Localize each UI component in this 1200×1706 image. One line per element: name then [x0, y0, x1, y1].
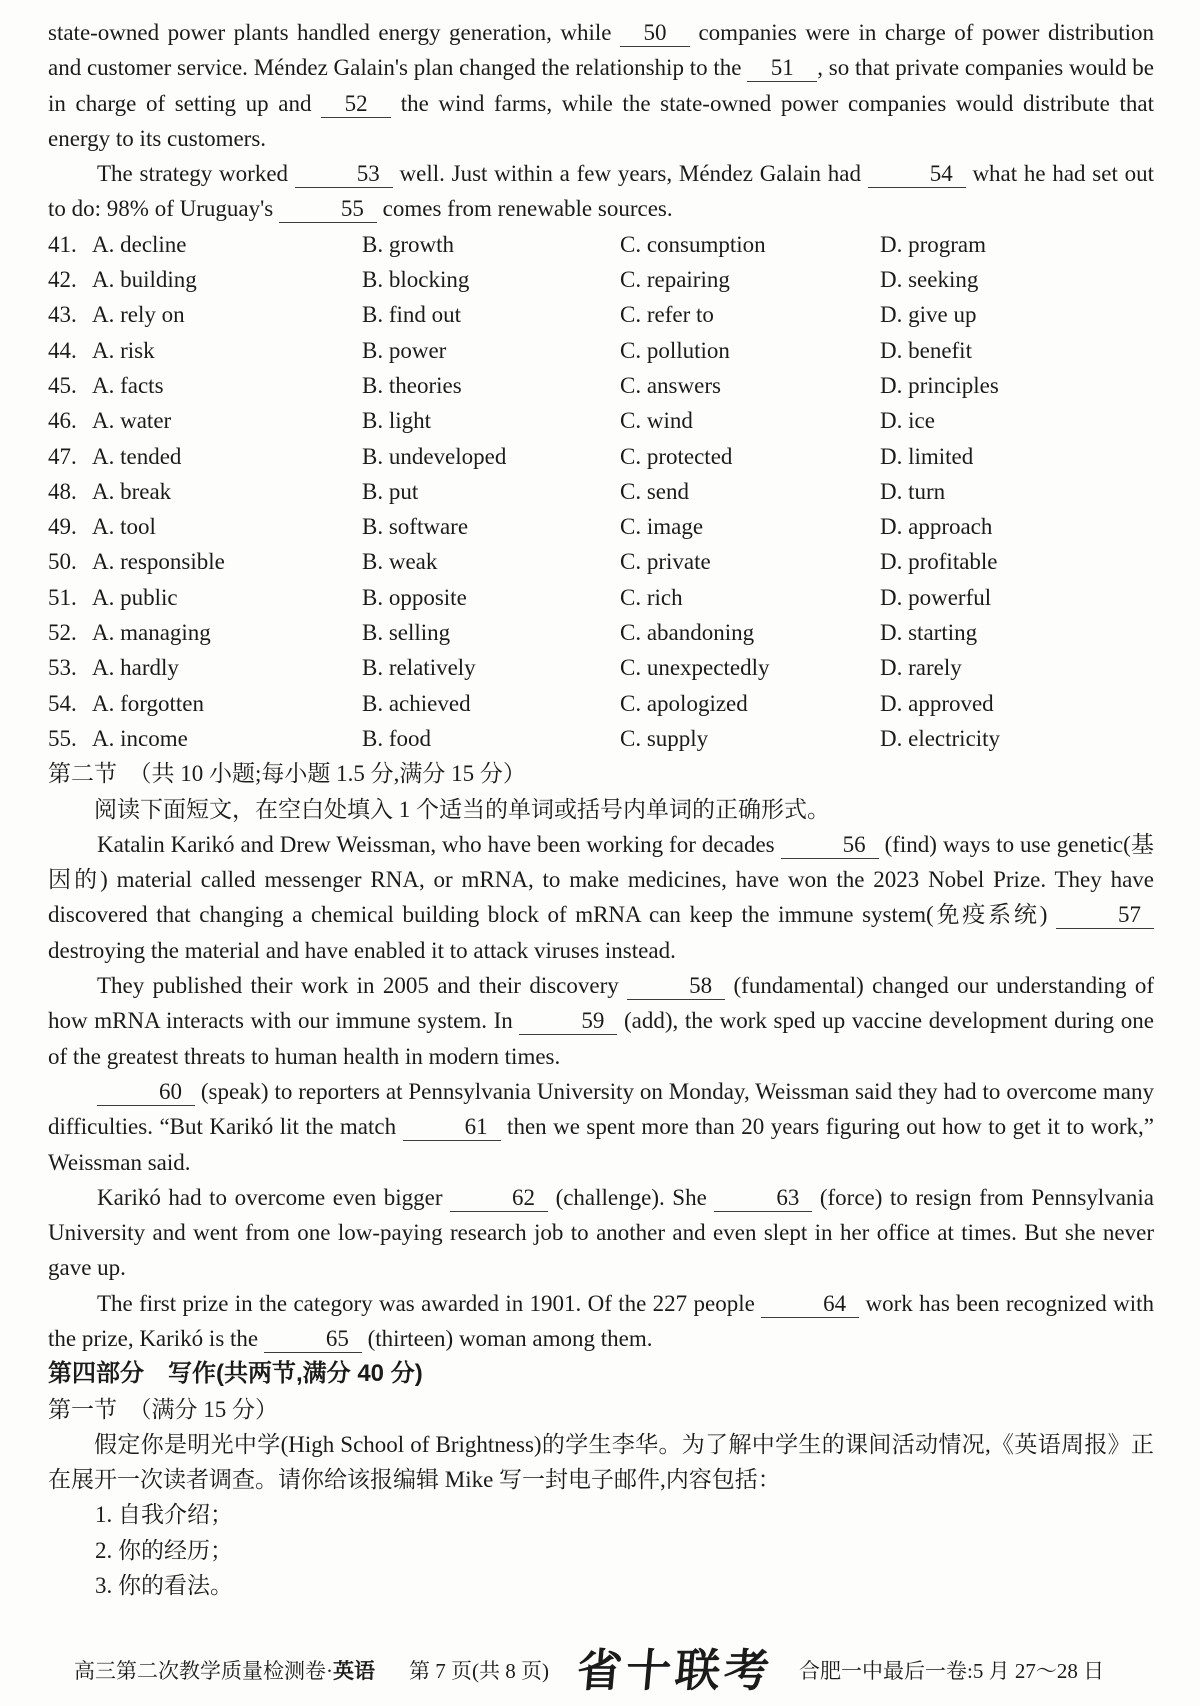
option-a: A. decline — [92, 231, 187, 257]
option-row — [48, 227, 1154, 262]
blank-62: 62 — [450, 1185, 548, 1212]
option-a: A. risk — [92, 337, 155, 363]
option-row — [48, 650, 1154, 685]
option-b: B. light — [362, 408, 432, 434]
option-number: 47. — [48, 443, 77, 469]
option-a: A. tool — [92, 514, 156, 540]
blank-50: 50 — [620, 20, 690, 47]
option-d: D. rarely — [880, 655, 962, 681]
option-number: 51. — [48, 584, 77, 610]
option-a: A. water — [92, 408, 172, 434]
option-c: C. consumption — [620, 231, 766, 257]
option-c: C. protected — [620, 443, 733, 469]
option-row — [48, 333, 1154, 368]
option-d: D. give up — [880, 302, 977, 328]
option-d: D. program — [880, 231, 987, 257]
option-c: C. rich — [620, 584, 683, 610]
option-number: 43. — [48, 302, 77, 328]
footer-page-number: 第 7 页(共 8 页) — [409, 1659, 549, 1684]
blank-56: 56 — [781, 832, 879, 859]
option-number: 55. — [48, 725, 77, 751]
option-a: A. hardly — [92, 655, 179, 681]
option-d: D. benefit — [880, 337, 972, 363]
blank-53: 53 — [295, 161, 393, 188]
option-c: C. apologized — [620, 690, 748, 716]
option-row — [48, 368, 1154, 403]
option-a: A. break — [92, 478, 172, 504]
option-row — [48, 474, 1154, 509]
option-c: C. refer to — [620, 302, 714, 328]
section4-subheading: 第一节 （满分 15 分） — [48, 1396, 278, 1422]
option-c: C. repairing — [620, 267, 730, 293]
option-c: C. pollution — [620, 337, 730, 363]
option-b: B. selling — [362, 620, 451, 646]
option-number: 44. — [48, 337, 77, 363]
option-number: 49. — [48, 514, 77, 540]
option-d: D. powerful — [880, 584, 992, 610]
cloze-paragraph-2: The strategy worked 53 well. Just within a few years, Méndez Galain had 54 what he had set out to do: 98% of Uruguay's 55 comes from renewable sources. — [48, 161, 1154, 222]
footer-subject: 英语 — [333, 1660, 375, 1684]
blank-63: 63 — [714, 1185, 812, 1212]
gapfill-paragraph-2: They published their work in 2005 and their discovery 58 (fundamental) changed our understanding of how mRNA interacts with our immune system. In 59 (add), the work sped up vaccine development during one of the greatest threats to human health in modern times. — [48, 973, 1155, 1069]
option-b: B. relatively — [362, 655, 476, 681]
option-row — [48, 615, 1154, 650]
footer-separator: · — [326, 1659, 333, 1684]
option-b: B. put — [362, 478, 419, 504]
gapfill-paragraph-3: 60 (speak) to reporters at Pennsylvania University on Monday, Weissman said they had to overcome many difficulties. “But Karikó lit the match 61 then we spent more than 20 years figuring out how to get it to work,” Weissman said. — [48, 1078, 1154, 1175]
option-b: B. weak — [362, 549, 438, 575]
option-row — [48, 262, 1154, 297]
option-number: 48. — [48, 478, 77, 504]
option-b: B. undeveloped — [362, 443, 507, 469]
page-footer — [0, 1642, 1200, 1702]
option-number: 46. — [48, 408, 77, 434]
option-a: A. forgotten — [92, 690, 205, 716]
option-b: B. opposite — [362, 584, 467, 610]
gapfill-paragraph-1: Katalin Karikó and Drew Weissman, who have been working for decades 56 (find) ways to use genetic(基因的) material called messenger RNA, or mRNA, to make medicines, have won the 2023 Nobel Prize. They have discovered that changing a chemical building block of mRNA can keep the immune system(免疫系统) 57 destroying the material and have enabled it to attack viruses instead. — [48, 831, 1154, 963]
option-c: C. send — [620, 478, 689, 504]
option-number: 41. — [48, 231, 77, 257]
page-content — [48, 15, 1154, 1603]
option-c: C. private — [620, 549, 711, 575]
option-c: C. answers — [620, 372, 721, 398]
section2-instruction: 阅读下面短文，在空白处填入 1 个适当的单词或括号内单词的正确形式。 — [94, 796, 830, 822]
blank-65: 65 — [264, 1326, 362, 1353]
option-a: A. public — [92, 584, 178, 610]
writing-point-3: 3. 你的看法。 — [95, 1573, 233, 1599]
option-b: B. growth — [362, 231, 454, 257]
option-d: D. turn — [880, 478, 946, 504]
option-row — [48, 544, 1154, 579]
gapfill-paragraph-4: Karikó had to overcome even bigger 62 (challenge). She 63 (force) to resign from Pennsylvania University and went from one low-paying research job to another and even slept in her office at times. But she never gave up. — [48, 1184, 1155, 1281]
option-b: B. theories — [362, 372, 462, 398]
option-row — [48, 509, 1154, 544]
option-b: B. food — [362, 725, 431, 751]
footer-paper-title: 高三第二次教学质量检测卷 — [74, 1659, 326, 1684]
footer-brand-logo: 省十联考 — [574, 1646, 776, 1697]
cloze-options-table — [48, 227, 1154, 756]
writing-point-1: 1. 自我介绍； — [95, 1502, 233, 1528]
option-b: B. find out — [362, 302, 462, 328]
option-row — [48, 686, 1154, 721]
option-b: B. achieved — [362, 690, 471, 716]
option-row — [48, 580, 1154, 615]
blank-55: 55 — [279, 196, 377, 223]
option-row — [48, 403, 1154, 438]
gapfill-paragraph-5: The first prize in the category was awarded in 1901. Of the 227 people 64 work has been recognized with the prize, Karikó is the 65 (thirteen) woman among them. — [48, 1290, 1154, 1351]
blank-60: 60 — [97, 1079, 195, 1106]
option-c: C. supply — [620, 725, 709, 751]
option-c: C. wind — [620, 408, 693, 434]
blank-54: 54 — [868, 161, 966, 188]
option-a: A. tended — [92, 443, 182, 469]
option-row — [48, 721, 1154, 756]
option-a: A. responsible — [92, 549, 225, 575]
option-a: A. rely on — [92, 302, 185, 328]
writing-prompt: 假定你是明光中学(High School of Brightness)的学生李华。为了解中学生的课间活动情况,《英语周报》正在展开一次读者调查。请你给该报编辑 Mike 写一封电子邮件,内容包括： — [48, 1431, 1154, 1493]
option-c: C. image — [620, 514, 704, 540]
blank-61: 61 — [403, 1114, 501, 1141]
option-number: 52. — [48, 620, 77, 646]
option-row — [48, 439, 1154, 474]
option-d: D. approach — [880, 514, 993, 540]
option-b: B. blocking — [362, 267, 470, 293]
writing-point-2: 2. 你的经历； — [95, 1537, 233, 1563]
option-d: D. approved — [880, 690, 994, 716]
option-d: D. electricity — [880, 725, 1001, 751]
blank-52: 52 — [321, 91, 391, 118]
blank-64: 64 — [761, 1291, 859, 1318]
option-d: D. ice — [880, 408, 935, 434]
cloze-paragraph-1: state-owned power plants handled energy generation, while 50 companies were in charge of power distribution and customer service. Méndez Galain's plan changed the relationship to the 51 , so that private companies would be in charge of setting up and 52 the wind farms, while the state-owned power companies would distribute that energy to its customers. — [48, 20, 1154, 151]
option-b: B. power — [362, 337, 447, 363]
blank-58: 58 — [627, 973, 725, 1000]
option-number: 50. — [48, 549, 77, 575]
option-number: 42. — [48, 267, 77, 293]
option-number: 54. — [48, 690, 77, 716]
section4-heading: 第四部分 写作(共两节,满分 40 分) — [48, 1360, 423, 1388]
option-d: D. profitable — [880, 549, 998, 575]
blank-51: 51 — [747, 55, 817, 82]
option-d: D. principles — [880, 372, 999, 398]
blank-59: 59 — [519, 1008, 617, 1035]
option-c: C. abandoning — [620, 620, 755, 646]
option-d: D. seeking — [880, 267, 979, 293]
writing-points — [48, 1497, 1154, 1603]
option-d: D. starting — [880, 620, 978, 646]
option-number: 45. — [48, 372, 77, 398]
option-a: A. managing — [92, 620, 211, 646]
option-a: A. building — [92, 267, 197, 293]
footer-exam-info: 合肥一中最后一卷:5 月 27～28 日 — [799, 1659, 1105, 1684]
option-d: D. limited — [880, 443, 974, 469]
option-a: A. facts — [92, 372, 164, 398]
option-a: A. income — [92, 725, 188, 751]
section2-heading: 第二节 （共 10 小题;每小题 1.5 分,满分 15 分） — [48, 761, 526, 787]
option-row — [48, 297, 1154, 332]
option-c: C. unexpectedly — [620, 655, 770, 681]
option-b: B. software — [362, 514, 469, 540]
blank-57: 57 — [1056, 902, 1154, 929]
option-number: 53. — [48, 655, 77, 681]
